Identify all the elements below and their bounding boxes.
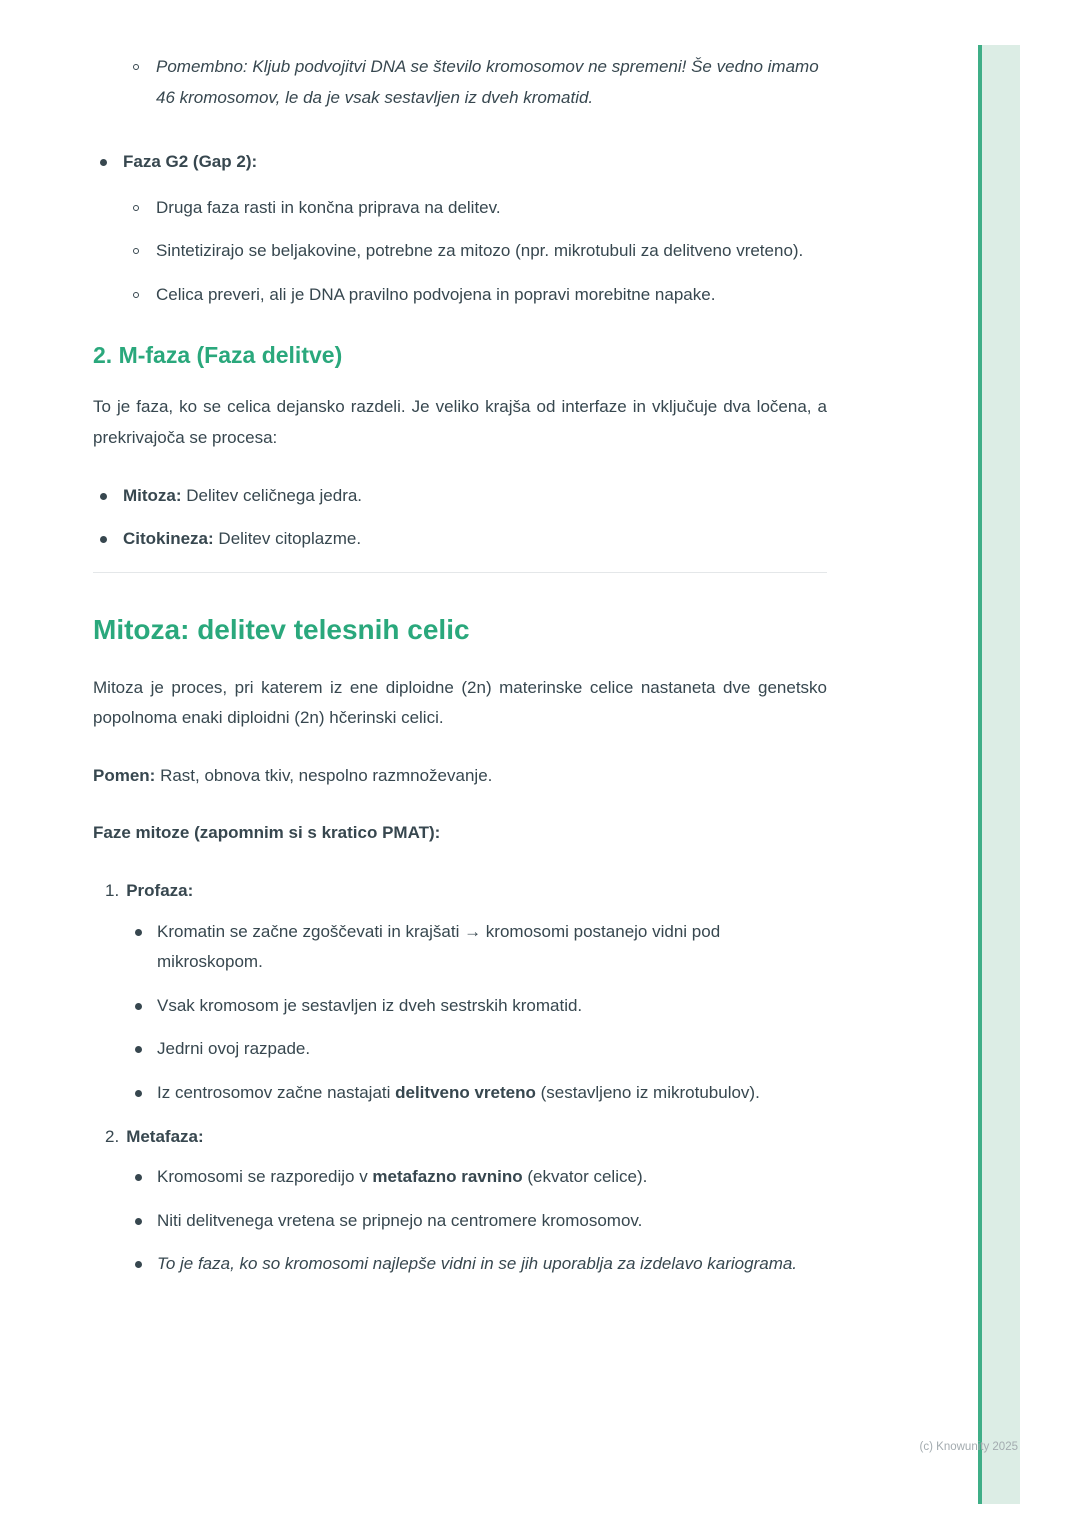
section-divider	[93, 572, 827, 573]
important-note-text: Pomembno: Kljub podvojitvi DNA se število kromosomov ne spremeni! Še vedno imamo 46 kromosomov, le da je vsak sestavljen iz dveh kromatid.	[156, 57, 819, 107]
item-number: 2.	[105, 1126, 120, 1146]
list-item	[93, 917, 827, 978]
bullet-text-bold: metafazno ravnino	[372, 1167, 523, 1187]
metafaza-title: Metafaza:	[126, 1126, 204, 1146]
g2-item-text: Sintetizirajo se beljakovine, potrebne za mitozo (npr. mikrotubuli za delitveno vreteno).	[156, 241, 804, 261]
page-edge-stripe	[978, 45, 1020, 1504]
bullet-text-post: (sestavljeno iz mikrotubulov).	[535, 1082, 760, 1102]
disc-bullet-icon	[135, 1261, 142, 1268]
disc-bullet-icon	[135, 1090, 142, 1097]
document-content	[93, 52, 827, 1293]
m-phase-intro: To je faza, ko se celica dejansko razdeli. Je veliko krajša od interfaze in vključuje dva ločena, a prekrivajoča se procesa:	[93, 397, 827, 448]
pomen-text: Rast, obnova tkiv, nespolno razmnoževanje.	[155, 765, 493, 785]
bullet-text-pre: Kromosomi se razporedijo v	[157, 1167, 373, 1187]
copyright-note: (c) Knowunity 2025	[919, 1441, 1018, 1453]
list-item-g2-title	[93, 147, 827, 178]
pomen-label: Pomen:	[93, 765, 156, 785]
list-item	[93, 991, 827, 1022]
g2-item-text: Druga faza rasti in končna priprava na delitev.	[156, 197, 501, 217]
metafaza-bullet-text	[157, 1162, 827, 1193]
metafaza-bullet-text: To je faza, ko so kromosomi najlepše vidni in se jih uporablja za izdelavo kariograma.	[157, 1254, 798, 1274]
g2-title-text: Faza G2 (Gap 2):	[123, 152, 258, 172]
list-item	[93, 1034, 827, 1065]
mitosis-meaning	[93, 761, 827, 792]
profaza-bullet-text	[157, 1078, 827, 1109]
bullet-text-pre: Iz centrosomov začne nastajati	[157, 1082, 396, 1102]
disc-bullet-icon	[135, 1218, 142, 1225]
mitosis-phases-label	[93, 818, 827, 849]
circle-bullet-icon	[133, 248, 139, 254]
mitosis-intro: Mitoza je proces, pri katerem iz ene diploidne (2n) materinske celice nastaneta dve genetsko popolnoma enaki diploidni (2n) hčerinski celici.	[93, 677, 827, 728]
disc-bullet-icon	[135, 929, 142, 936]
numbered-item-metafaza	[93, 1122, 827, 1280]
bullet-text-post: (ekvator celice).	[522, 1167, 648, 1187]
numbered-item-heading	[93, 876, 827, 907]
disc-bullet-icon	[100, 159, 107, 166]
disc-bullet-icon	[135, 1174, 142, 1181]
list-item	[93, 1162, 827, 1193]
section-heading-m-phase: 2. M-faza (Faza delitve)	[93, 341, 343, 368]
profaza-title: Profaza:	[126, 881, 194, 900]
list-item	[93, 193, 827, 224]
main-heading-mitosis: Mitoza: delitev telesnih celic	[93, 613, 470, 645]
list-item-important-note	[93, 52, 827, 113]
bullet-text-bold: delitveno vreteno	[395, 1082, 536, 1102]
numbered-item-profaza	[93, 876, 827, 1109]
list-item	[93, 1249, 827, 1280]
list-item-mitoza	[93, 481, 827, 512]
g2-item-text: Celica preveri, ali je DNA pravilno podvojena in popravi morebitne napake.	[156, 284, 716, 304]
list-item	[93, 1078, 827, 1109]
profaza-bullet-text: Vsak kromosom je sestavljen iz dveh sestrskih kromatid.	[157, 995, 583, 1015]
disc-bullet-icon	[135, 1046, 142, 1053]
metafaza-bullet-text: Niti delitvenega vretena se pripnejo na centromere kromosomov.	[157, 1210, 643, 1230]
disc-bullet-icon	[100, 493, 107, 500]
phases-label-text: Faze mitoze (zapomnim si s kratico PMAT):	[93, 823, 441, 843]
citokineza-text: Delitev citoplazme.	[213, 529, 362, 549]
circle-bullet-icon	[133, 292, 139, 298]
circle-bullet-icon	[133, 205, 139, 211]
profaza-bullet-text: Kromatin se začne zgoščevati in krajšati → kromosomi postanejo vidni pod mikroskopom.	[157, 921, 721, 972]
citokineza-label: Citokineza:	[123, 529, 214, 549]
mitoza-text: Delitev celičnega jedra.	[181, 485, 363, 505]
disc-bullet-icon	[100, 536, 107, 543]
list-item-citokineza	[93, 524, 827, 555]
numbered-item-heading	[93, 1122, 827, 1153]
item-number: 1.	[105, 881, 120, 900]
list-item	[93, 1206, 827, 1237]
profaza-bullet-text: Jedrni ovoj razpade.	[157, 1039, 311, 1059]
list-item	[93, 280, 827, 311]
list-item	[93, 236, 827, 267]
page-edge-accent-line	[978, 45, 982, 1504]
mitoza-definition	[123, 481, 827, 512]
mitoza-label: Mitoza:	[123, 485, 182, 505]
circle-bullet-icon	[133, 64, 139, 70]
disc-bullet-icon	[135, 1003, 142, 1010]
citokineza-definition	[123, 524, 827, 555]
